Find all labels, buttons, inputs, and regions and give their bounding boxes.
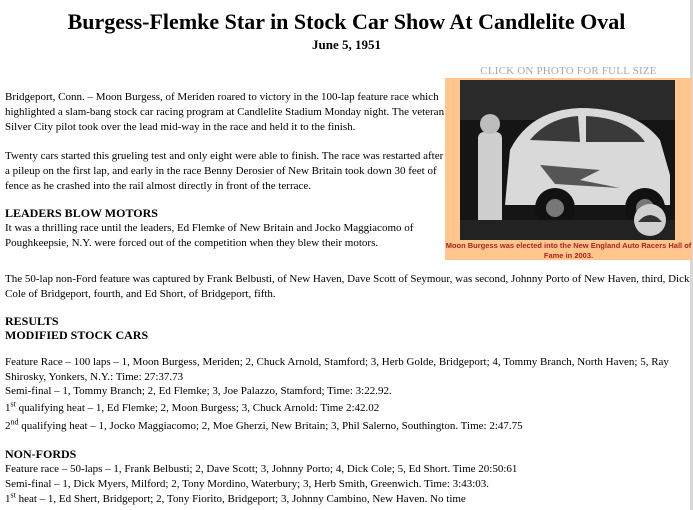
photo-frame bbox=[445, 78, 692, 260]
heat-text: qualifying heat – 1, Jocko Maggiacomo; 2, Moe Gherzi, New Britain; 3, Phil Salerno, Southington. Time: 2:47.75 bbox=[18, 420, 523, 432]
article-paragraph: Twenty cars started this grueling test and only eight were able to finish. The race was restarted after a pileup on the first lap, and early in the race Benny Derosier of New Britain took down 30 feet of fence as he crashed into the rail almost directly in front of the terrace. bbox=[5, 150, 444, 192]
heat-number: 1 bbox=[5, 402, 11, 414]
heat-text: heat – 1, Ed Shert, Bridgeport; 2, Tony Fiorito, Bridgeport; 3, Johnny Cambino, New Haven. No time bbox=[15, 493, 466, 505]
qualifying-heat-2-result bbox=[5, 419, 691, 434]
article-headline: Burgess-Flemke Star in Stock Car Show At Candlelite Oval bbox=[67, 9, 626, 34]
modified-heading: MODIFIED STOCK CARS bbox=[5, 328, 149, 342]
heat-number: 2 bbox=[5, 420, 11, 432]
heat-text: qualifying heat – 1, Ed Flemke; 2, Moon Burgess; 3, Chuck Arnold: Time 2:42.02 bbox=[15, 402, 380, 414]
race-car-photo[interactable] bbox=[460, 80, 675, 240]
article-date: June 5, 1951 bbox=[312, 37, 381, 52]
article-paragraph: It was a thrilling race until the leaders, Ed Flemke of New Britain and Jocko Maggiacomo of Poughkeepsie, N.Y. were forced out of the competition when they blew their motors. bbox=[5, 222, 414, 249]
article-paragraph: Bridgeport, Conn. – Moon Burgess, of Meriden roared to victory in the 100-lap feature race which highlighted a slam-bang stock car racing program at Candlelite Stadium Monday night. The veteran Silver City pilot took over the lead mid-way in the race and held it to the finish. bbox=[5, 91, 445, 133]
click-photo-hint: CLICK ON PHOTO FOR FULL SIZE bbox=[480, 65, 657, 77]
nonfords-heading: NON-FORDS bbox=[5, 447, 77, 461]
modified-semi-result: Semi-final – 1, Tommy Branch; 2, Ed Flemke; 3, Joe Palazzo, Stamford; Time: 3:22.92. bbox=[5, 385, 392, 397]
article-paragraph: The 50-lap non-Ford feature was captured by Frank Belbusti, of New Haven, Dave Scott of Seymour, was second, Johnny Porto of New Haven, third, Dick Cole of Bridgeport, fourth, and Ed Short, of Bridgeport, fifth. bbox=[5, 273, 690, 300]
photo-caption: Moon Burgess was elected into the New England Auto Racers Hall of Fame in 2003. bbox=[445, 241, 692, 260]
nonford-feature-result: Feature race – 50-laps – 1, Frank Belbusti; 2, Dave Scott; 3, Johnny Porto; 4, Dick Cole; 5, Ed Short. Time 20:50:61 bbox=[5, 463, 518, 475]
qualifying-heat-1-result bbox=[5, 401, 691, 416]
subhead-leaders: LEADERS BLOW MOTORS bbox=[5, 206, 158, 220]
heat-ordinal: nd bbox=[10, 417, 19, 427]
results-heading: RESULTS bbox=[5, 314, 59, 328]
heat-ordinal: st bbox=[10, 399, 16, 409]
heat-number: 1 bbox=[5, 493, 11, 505]
nonford-semi-result: Semi-final – 1, Dick Myers, Milford; 2, Tony Mordino, Waterbury; 3, Herb Smith, Greenwich. Time: 3:43:03. bbox=[5, 478, 490, 490]
heat-ordinal: st bbox=[10, 490, 16, 500]
modified-feature-result: Feature Race – 100 laps – 1, Moon Burgess, Meriden; 2, Chuck Arnold, Stamford; 3, Herb Golde, Bridgeport; 4, Tommy Branch, North Haven; 5, Ray Shirosky, Yonkers, N.Y.: Time: 27:37.73 bbox=[5, 356, 669, 383]
race-car-photo-image bbox=[460, 80, 675, 240]
nonford-heat-result bbox=[5, 492, 691, 507]
